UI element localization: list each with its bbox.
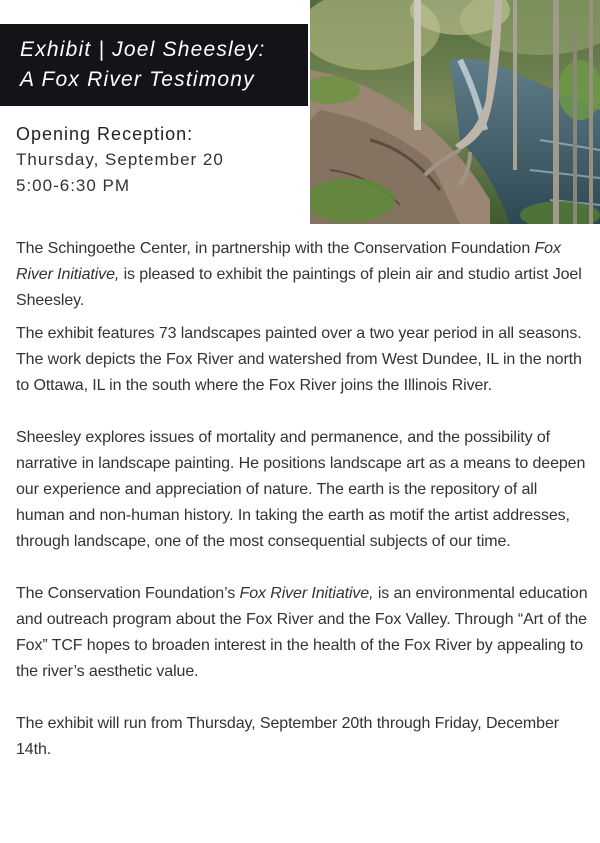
conservation-foundation-paragraph: The Conservation Foundation’s Fox River Initiative, is an environmental education and outreach program about the Fox River and the Fox Valley. Through “Art of the Fox” TCF hopes to broaden interest in the health of the Fox River by appealing to the river’s aesthetic value.	[16, 585, 588, 680]
fox-river-initiative-italic-2: Fox River Initiative,	[239, 585, 374, 602]
artist-themes-paragraph: Sheesley explores issues of mortality and permanence, and the possibility of narrative in landscape painting. He positions landscape art as a means to deepen our experience and appreciation of nature. The earth is the repository of all human and non-human history. In taking the earth as motif the artist addresses, through landscape, one of the most consequential subjects of our time.	[16, 429, 586, 550]
reception-time: 5:00-6:30 PM	[16, 176, 131, 195]
landscape-painting-image	[310, 0, 600, 224]
exhibit-title-line-2: A Fox River Testimony	[20, 68, 255, 91]
exhibit-features-paragraph: The exhibit features 73 landscapes painted over a two year period in all seasons. The work depicts the Fox River and watershed from West Dundee, IL in the north to Ottawa, IL in the south where the Fox River joins the Illinois River.	[16, 325, 582, 394]
exhibit-dates-paragraph: The exhibit will run from Thursday, September 20th through Friday, December 14th.	[16, 715, 559, 758]
fox-river-initiative-italic: Fox River Initiative,	[16, 240, 561, 283]
exhibit-title-line-1: Exhibit | Joel Sheesley:	[20, 38, 266, 61]
landscape-painting	[310, 0, 600, 224]
title-banner	[0, 24, 308, 106]
intro-paragraph: The Schingoethe Center, in partnership with the Conservation Foundation Fox River Initiative, is pleased to exhibit the paintings of plein air and studio artist Joel Sheesley.	[16, 240, 582, 309]
exhibit-description	[16, 236, 588, 770]
reception-label: Opening Reception:	[16, 124, 194, 144]
opening-reception-info	[16, 121, 301, 199]
reception-date: Thursday, September 20	[16, 150, 224, 169]
